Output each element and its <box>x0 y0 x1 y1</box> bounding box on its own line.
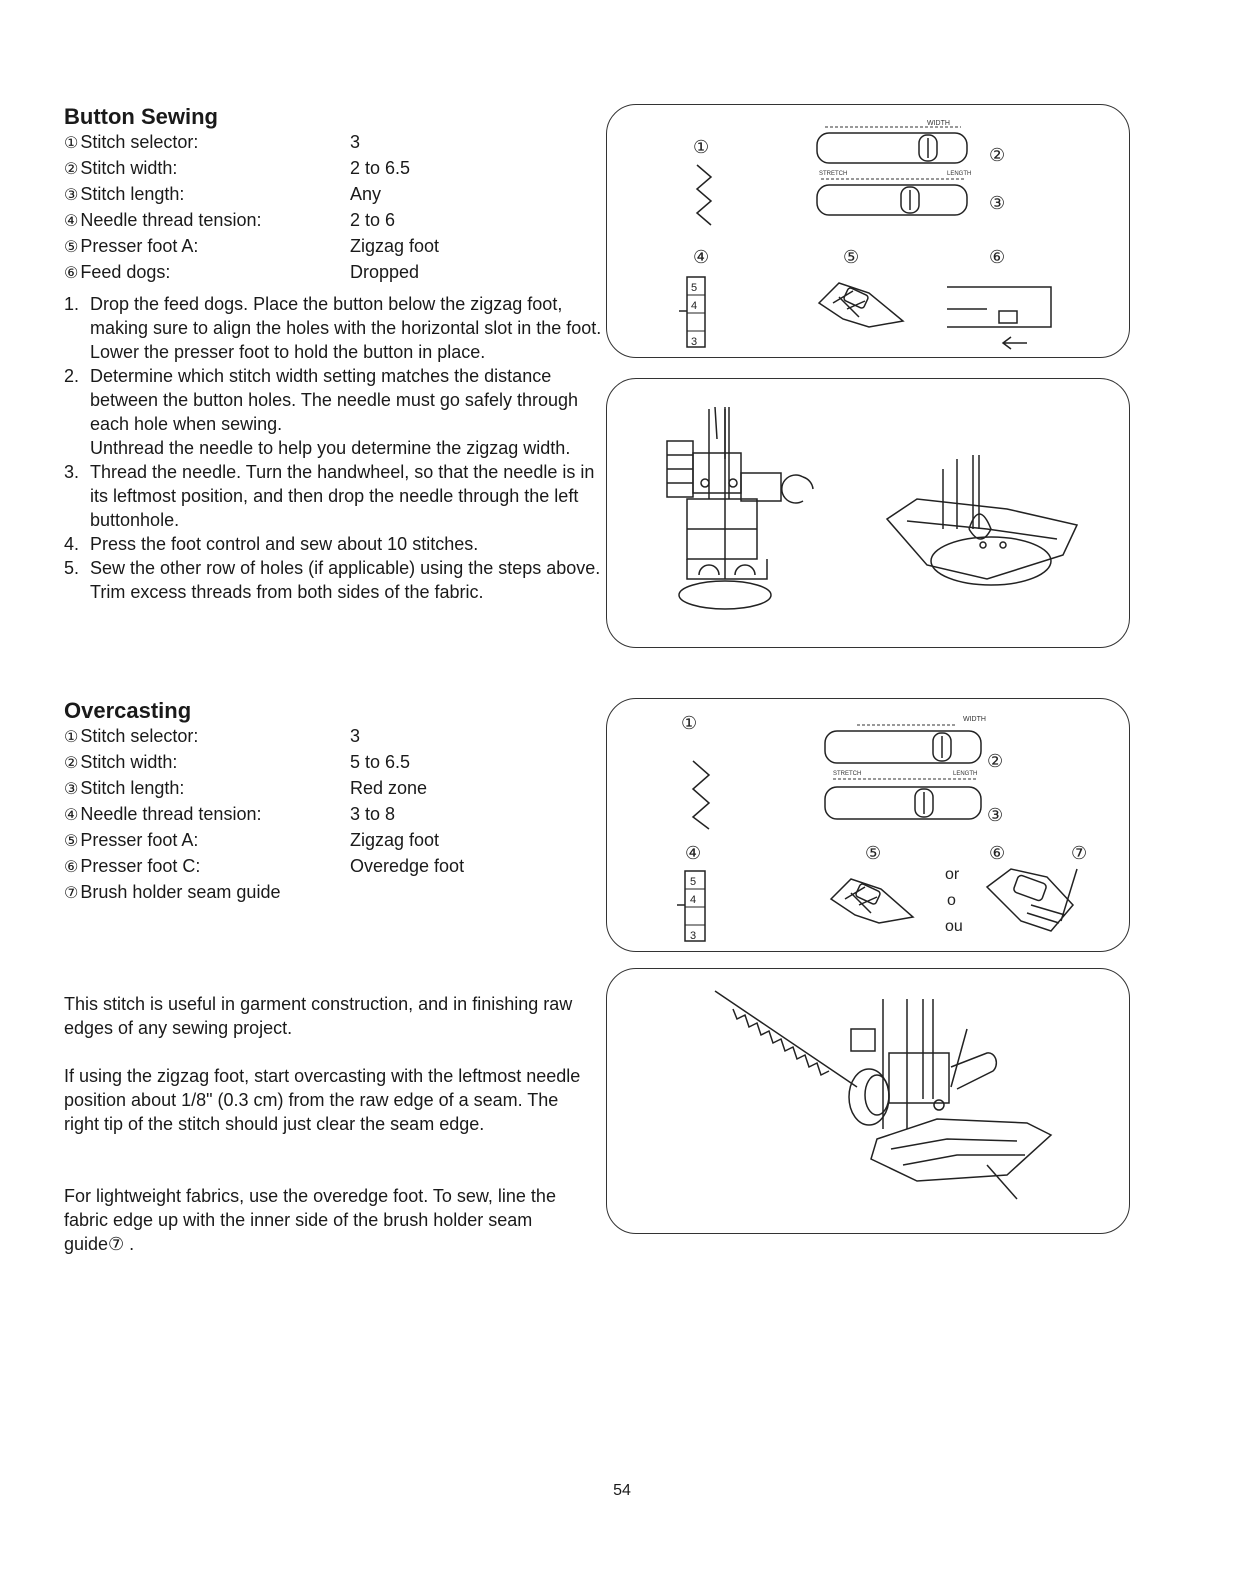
step-text: Drop the feed dogs. Place the button below the zigzag foot, making sure to align the holes with the horizontal slot in the foot. Lower the presser foot to hold the button in place. <box>90 294 602 362</box>
spec-value: Zigzag foot <box>350 830 440 850</box>
step-text: Sew the other row of holes (if applicable) using the steps above. Trim excess threads from both sides of the fabric. <box>90 558 601 602</box>
svg-text:4: 4 <box>690 894 697 906</box>
svg-text:3: 3 <box>690 930 697 942</box>
settings-illustration <box>607 105 1129 357</box>
spec-row <box>64 802 464 828</box>
spec-value: 2 to 6 <box>350 210 396 230</box>
spec-label: Stitch length: <box>80 184 185 204</box>
callout-5: ⑤ <box>865 843 882 863</box>
overcasting-paragraph-2: If using the zigzag foot, start overcasting with the leftmost needle position about 1/8" (0.3 cm) from the raw edge of a seam. The right tip of the stitch should just clear the seam edge. <box>64 1066 581 1134</box>
spec-value: Zigzag foot <box>350 236 440 256</box>
circled-number: ② <box>64 161 79 178</box>
page-number: 54 <box>613 1482 631 1499</box>
spec-value: 2 to 6.5 <box>350 158 411 178</box>
callout-7: ⑦ <box>1071 843 1088 863</box>
callout-4: ④ <box>693 247 710 267</box>
circled-number: ⑤ <box>64 833 79 850</box>
presser-foot-overcast-icon <box>849 999 1051 1199</box>
overcasting-paragraph-1: This stitch is useful in garment construction, and in finishing raw edges of any sewing project. <box>64 994 573 1038</box>
spec-label: Feed dogs: <box>80 262 171 282</box>
button-sewing-settings-figure <box>606 104 1130 358</box>
circled-number: ④ <box>64 213 79 230</box>
presser-foot-side-view-icon <box>887 455 1077 585</box>
spec-row <box>64 854 464 880</box>
button-sewing-spec-list <box>64 130 439 286</box>
circled-number: ④ <box>64 807 79 824</box>
button-sewing-illustration <box>606 378 1130 648</box>
spec-label: Stitch width: <box>80 158 178 178</box>
callout-4: ④ <box>685 843 702 863</box>
section-title-button-sewing: Button Sewing <box>64 104 218 129</box>
circled-number: ⑤ <box>64 239 79 256</box>
tension-dial-icon <box>677 871 705 942</box>
spec-label: Brush holder seam guide <box>80 882 281 902</box>
step-number: 3. <box>64 462 80 482</box>
overedge-foot-icon <box>987 869 1077 931</box>
step-number: 2. <box>64 366 80 386</box>
spec-label: Stitch length: <box>80 778 185 798</box>
spec-label: Needle thread tension: <box>80 210 262 230</box>
circled-number: ② <box>64 755 79 772</box>
zigzag-stitch-icon <box>697 165 711 225</box>
spec-value: Red zone <box>350 778 428 798</box>
fabric-edge-stitch-icon <box>715 991 857 1087</box>
callout-1: ① <box>693 137 710 157</box>
settings-illustration <box>607 699 1129 951</box>
step-number: 5. <box>64 558 80 578</box>
overcasting-settings-figure <box>606 698 1130 952</box>
stretch-label: STRETCH <box>833 771 862 777</box>
svg-text:4: 4 <box>691 300 698 312</box>
step-note: Unthread the needle to help you determine the zigzag width. <box>90 438 571 458</box>
circled-number: ③ <box>64 187 79 204</box>
step-item <box>64 532 604 556</box>
spec-label: Stitch selector: <box>80 132 199 152</box>
width-label: WIDTH <box>927 120 950 127</box>
spec-label: Presser foot A: <box>80 830 199 850</box>
callout-2: ② <box>989 145 1006 165</box>
zigzag-foot-icon <box>831 879 913 923</box>
spec-row <box>64 156 439 182</box>
spec-row <box>64 260 439 286</box>
length-slider-icon <box>825 787 981 819</box>
button-sewing-steps <box>64 292 604 604</box>
spec-row <box>64 828 464 854</box>
or-label-en: or <box>945 866 960 883</box>
spec-label: Stitch selector: <box>80 726 199 746</box>
width-slider-icon <box>825 731 981 763</box>
callout-1: ① <box>681 713 698 733</box>
step-text: Determine which stitch width setting matches the distance between the button holes. The needle must go safely through each hole when sewing. <box>90 366 579 434</box>
step-text: Press the foot control and sew about 10 stitches. <box>90 534 479 554</box>
callout-3: ③ <box>987 805 1004 825</box>
or-label-es: o <box>947 892 956 909</box>
width-slider-icon <box>817 133 967 163</box>
spec-row <box>64 182 439 208</box>
circled-number: ③ <box>64 781 79 798</box>
spec-label: Presser foot C: <box>80 856 201 876</box>
circled-number: ① <box>64 135 79 152</box>
circled-number: ⑦ <box>64 885 79 902</box>
step-item <box>64 364 604 460</box>
svg-text:5: 5 <box>690 876 697 888</box>
overcasting-spec-list <box>64 724 464 906</box>
callout-3: ③ <box>989 193 1006 213</box>
zigzag-stitch-icon <box>693 761 709 829</box>
feed-dog-lever-icon <box>947 287 1051 349</box>
spec-row <box>64 750 464 776</box>
spec-value: Any <box>350 184 382 204</box>
step-text: Thread the needle. Turn the handwheel, so that the needle is in its leftmost position, and then drop the needle through the left buttonhole. <box>90 462 595 530</box>
spec-label: Stitch width: <box>80 752 178 772</box>
section-title-overcasting: Overcasting <box>64 698 192 723</box>
svg-text:5: 5 <box>691 282 698 294</box>
circled-number: ① <box>64 729 79 746</box>
svg-text:3: 3 <box>691 336 698 348</box>
circled-number: ⑥ <box>64 859 79 876</box>
spec-row <box>64 724 464 750</box>
circled-number: ⑥ <box>64 265 79 282</box>
overcasting-paragraph-3: For lightweight fabrics, use the overedge foot. To sew, line the fabric edge up with the inner side of the brush holder seam guide⑦ . <box>64 1186 556 1254</box>
step-number: 1. <box>64 294 80 314</box>
callout-6: ⑥ <box>989 843 1006 863</box>
step-item <box>64 556 604 604</box>
length-slider-icon <box>817 185 967 215</box>
step-item <box>64 292 604 364</box>
step-number: 4. <box>64 534 80 554</box>
stretch-label: STRETCH <box>819 171 848 177</box>
callout-2: ② <box>987 751 1004 771</box>
length-label: LENGTH <box>953 771 978 777</box>
spec-row <box>64 208 439 234</box>
spec-label: Presser foot A: <box>80 236 199 256</box>
spec-value: 5 to 6.5 <box>350 752 411 772</box>
spec-value: 3 <box>350 132 361 152</box>
spec-row <box>64 776 464 802</box>
overcasting-illustration <box>606 968 1130 1234</box>
width-label: WIDTH <box>963 716 986 723</box>
callout-6: ⑥ <box>989 247 1006 267</box>
spec-value: Overedge foot <box>350 856 465 876</box>
spec-value: 3 to 8 <box>350 804 396 824</box>
spec-label: Needle thread tension: <box>80 804 262 824</box>
tension-dial-icon <box>679 277 705 348</box>
spec-row <box>64 880 464 906</box>
or-label-fr: ou <box>945 918 963 935</box>
spec-row <box>64 234 439 260</box>
callout-5: ⑤ <box>843 247 860 267</box>
step-item <box>64 460 604 532</box>
presser-foot-front-view-icon <box>667 407 813 609</box>
spec-value: Dropped <box>350 262 420 282</box>
length-label: LENGTH <box>947 171 972 177</box>
spec-value: 3 <box>350 726 361 746</box>
zigzag-foot-icon <box>819 283 903 327</box>
spec-row <box>64 130 439 156</box>
